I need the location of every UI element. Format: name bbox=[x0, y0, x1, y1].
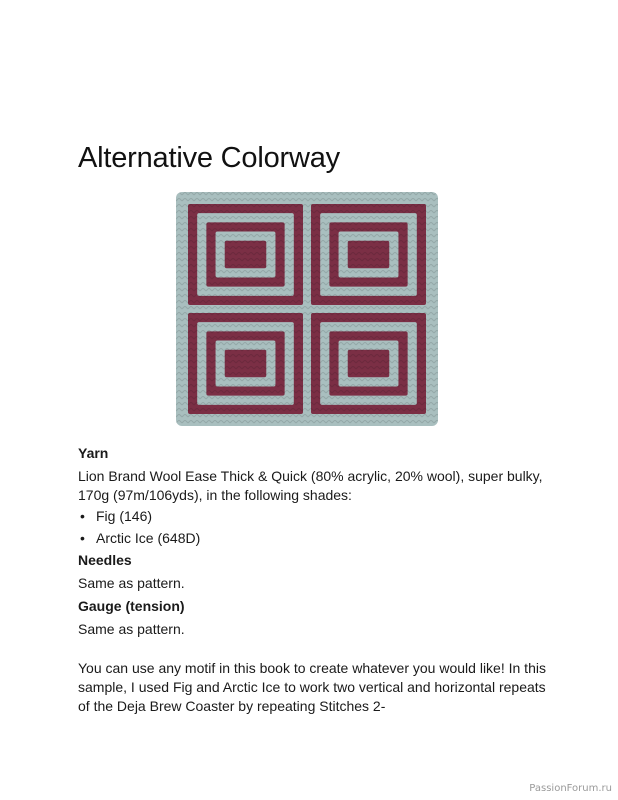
gauge-description: Same as pattern. bbox=[78, 621, 185, 637]
yarn-shade-list bbox=[78, 507, 548, 548]
colorway-note: You can use any motif in this book to create whatever you would like! In this sample, I used Fig and Arctic Ice to work two vertical and horizontal repeats of the Deja Brew Coaster by repeating Stitches 2- bbox=[78, 660, 546, 714]
needles-description: Same as pattern. bbox=[78, 575, 185, 591]
needles-heading: Needles bbox=[78, 552, 132, 568]
gauge-heading: Gauge (tension) bbox=[78, 598, 185, 614]
pattern-details bbox=[78, 444, 548, 716]
list-item: • Fig (146) bbox=[78, 507, 548, 526]
page-title: Alternative Colorway bbox=[78, 142, 340, 174]
yarn-heading: Yarn bbox=[78, 445, 109, 461]
watermark-text: PassionForum.ru bbox=[529, 783, 612, 794]
knitted-swatch-image bbox=[176, 192, 438, 426]
yarn-description: Lion Brand Wool Ease Thick & Quick (80% acrylic, 20% wool), super bulky, 170g (97m/106yds), in the following shades: bbox=[78, 468, 543, 503]
list-item: • Arctic Ice (648D) bbox=[78, 529, 548, 548]
